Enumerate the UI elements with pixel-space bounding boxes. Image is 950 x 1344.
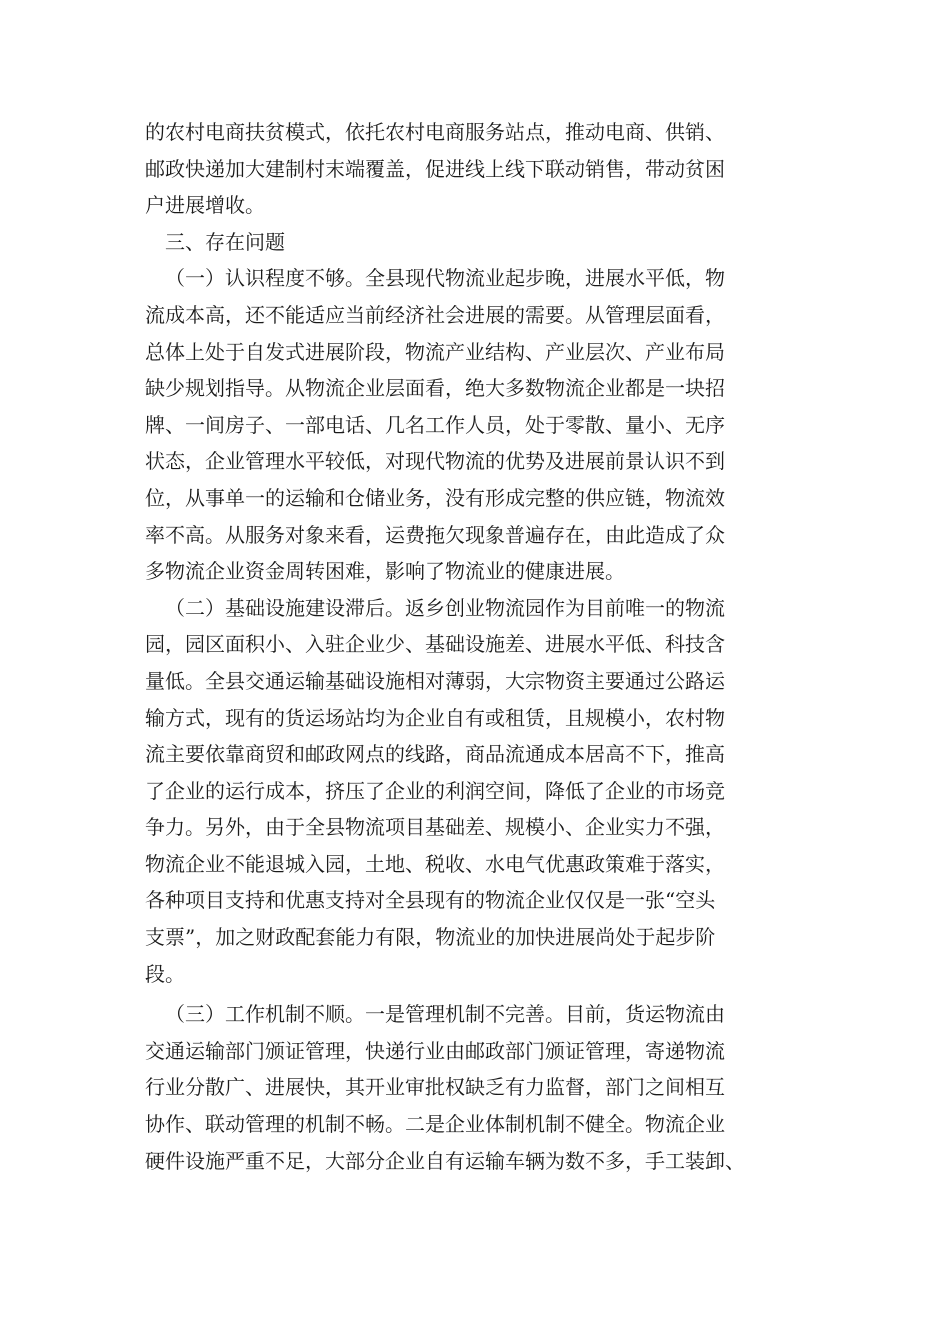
text-line: 硬件设施严重不足，大部分企业自有运输车辆为数不多，手工装卸、 [145, 1148, 745, 1173]
paragraph-issue-1 [145, 260, 810, 589]
text-line: （二）基础设施建设滞后。返乡创业物流园作为目前唯一的物流 [165, 595, 725, 620]
text-line: 了企业的运行成本，挤压了企业的利润空间，降低了企业的市场竞 [145, 778, 725, 803]
text-line: 支票”，加之财政配套能力有限，物流业的加快进展尚处于起步阶 [145, 925, 716, 950]
text-line: 段。 [145, 961, 185, 986]
text-line: 流成本高，还不能适应当前经济社会进展的需要。从管理层面看， [145, 302, 725, 327]
section-heading [145, 224, 810, 261]
text-line: 园，园区面积小、入驻企业少、基础设施差、进展水平低、科技含 [145, 632, 725, 657]
paragraph-issue-3 [145, 996, 810, 1179]
text-line: 量低。全县交通运输基础设施相对薄弱，大宗物资主要通过公路运 [145, 668, 725, 693]
text-line: 邮政快递加大建制村末端覆盖，促进线上线下联动销售，带动贫困 [145, 156, 725, 181]
section-heading-text: 三、存在问题 [165, 229, 285, 254]
text-line: 各种项目支持和优惠支持对全县现有的物流企业仅仅是一张“空头 [145, 888, 716, 913]
text-line: 流主要依靠商贸和邮政网点的线路，商品流通成本居高不下，推高 [145, 742, 725, 767]
document-page [145, 114, 810, 1179]
text-line: 位，从事单一的运输和仓储业务，没有形成完整的供应链，物流效 [145, 485, 725, 510]
text-line: 交通运输部门颁证管理，快递行业由邮政部门颁证管理，寄递物流 [145, 1038, 725, 1063]
text-line: 的农村电商扶贫模式，依托农村电商服务站点，推动电商、供销、 [145, 120, 725, 144]
text-line: 多物流企业资金周转困难，影响了物流业的健康进展。 [145, 559, 625, 584]
text-line: 牌、一间房子、一部电话、几名工作人员，处于零散、量小、无序 [145, 412, 725, 437]
text-line: 争力。另外，由于全县物流项目基础差、规模小、企业实力不强， [145, 815, 725, 840]
text-line: 户进展增收。 [145, 193, 265, 218]
paragraph-continued [145, 114, 810, 224]
text-line: 总体上处于自发式进展阶段，物流产业结构、产业层次、产业布局 [145, 339, 725, 364]
text-line: 状态，企业管理水平较低，对现代物流的优势及进展前景认识不到 [145, 449, 725, 474]
text-line: 物流企业不能退城入园，土地、税收、水电气优惠政策难于落实， [145, 851, 725, 876]
text-line: 率不高。从服务对象来看，运费拖欠现象普遍存在，由此造成了众 [145, 522, 725, 547]
text-line: （一）认识程度不够。全县现代物流业起步晚，进展水平低，物 [165, 266, 725, 291]
text-line: （三）工作机制不顺。一是管理机制不完善。目前，货运物流由 [165, 1002, 725, 1027]
text-line: 缺少规划指导。从物流企业层面看，绝大多数物流企业都是一块招 [145, 376, 725, 401]
text-line: 行业分散广、进展快，其开业审批权缺乏有力监督，部门之间相互 [145, 1075, 725, 1100]
text-line: 输方式，现有的货运场站均为企业自有或租赁，且规模小，农村物 [145, 705, 725, 730]
paragraph-issue-2 [145, 590, 810, 993]
text-line: 协作、联动管理的机制不畅。二是企业体制机制不健全。物流企业 [145, 1112, 725, 1137]
